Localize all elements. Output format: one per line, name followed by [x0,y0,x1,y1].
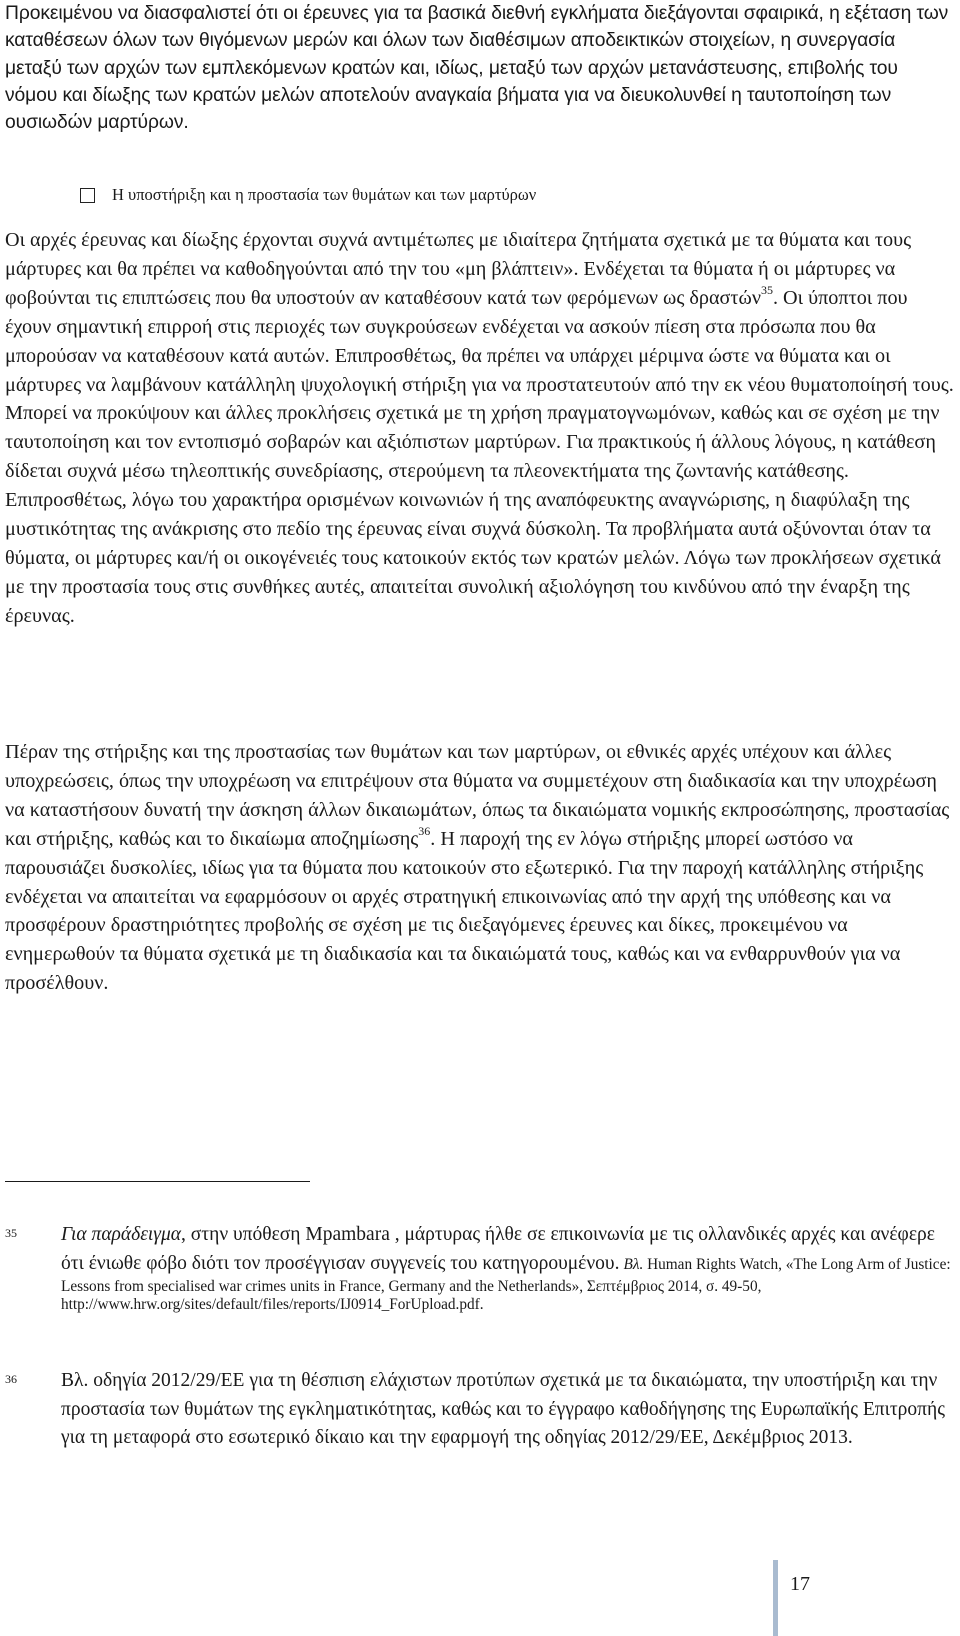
section-heading-text: Η υποστήριξη και η προστασία των θυμάτων και των μαρτύρων [112,185,537,204]
footnote-35 [61,1221,954,1314]
footnote-number-36: 36 [5,1372,17,1386]
section-heading [80,184,536,206]
page-number: 17 [790,1573,810,1595]
footnote-36-text: Βλ. οδηγία 2012/29/ΕΕ για τη θέσπιση ελάχιστων προτύπων σχετικά με τα δικαιώματα, την υποστήριξη και την προστασία των θυμάτων της εγκληματικότητας, καθώς και το έγγραφο καθοδήγησης της Ευρωπαϊκής Επιτροπής για τη μεταφορά στο εσωτερικό δίκαιο και την εφαρμογή της οδηγίας 2012/29/ΕΕ, Δεκέμβριος 2013. [61,1370,945,1448]
footnote-35-small-italic: Βλ. [623,1255,644,1273]
footnote-35-small-text: Human Rights Watch, «The Long Arm of Justice: Lessons from specialised war crimes units in France, Germany and the Netherlands», Σεπτέμβριος 2014, σ. 49-50, http://www.hrw.org/sites/default/files/reports/IJ0914_ForUpload.pdf. [61,1255,951,1313]
paragraph-1-part-2: . Οι ύποπτοι που έχουν σημαντική επιρροή στις περιοχές των συγκρούσεων ενδέχεται να ασκούν πίεση στα πρόσωπα που θα μπορούσαν να καταθέσουν κατά αυτών. Επιπροσθέτως, θα πρέπει να υπάρχει μέριμνα ώστε να θύματα και οι μάρτυρες να λαμβάνουν κατάλληλη ψυχολογική στήριξη για να προστατευτούν από την εκ νέου θυματοποίησή τους. Μπορεί να προκύψουν και άλλες προκλήσεις σχετικά με τη χρήση πραγματογνωμόνων, καθώς και σε σχέση με την ταυτοποίηση και τον εντοπισμό σοβαρών και αξιόπιστων μαρτύρων. Για πρακτικούς ή άλλους λόγους, η κατάθεση δίδεται συχνά μέσω τηλεοπτικής συνεδρίασης, στερούμενη τα πλεονεκτήματα της ζωντανής κατάθεσης. Επιπροσθέτως, λόγω του χαρακτήρα ορισμένων κοινωνιών ή της αναπόφευκτης αναγνώρισης, η διαφύλαξη της μυστικότητας της ανάκρισης στο πεδίο της έρευνας είναι συχνά δύσκολη. Τα προβλήματα αυτά οξύνονται όταν τα θύματα, οι μάρτυρες και/ή οι οικογένειές τους κατοικούν εκτός των κρατών μελών. Λόγω των προκλήσεων σχετικά με την προστασία τους στις συνθήκες αυτές, απαιτείται συνολική αξιολόγηση του κινδύνου από την έναρξη της έρευνας. [5,286,954,627]
body-paragraph-1 [5,226,955,631]
body-paragraph-2 [5,738,955,998]
footnote-35-text: , στην υπόθεση Mpambara , μάρτυρας ήλθε σε επικοινωνία με τις ολλανδικές αρχές και ανέφερε ότι ένιωθε φόβο διότι τον προσέγγισαν συγγενείς του κατηγορουμένου. [61,1224,935,1274]
paragraph-2-part-1: Πέραν της στήριξης και της προστασίας των θυμάτων και των μαρτύρων, οι εθνικές αρχές υπέχουν και άλλες υποχρεώσεις, όπως την υποχρέωση να επιτρέψουν στα θύματα να συμμετέχουν στη διαδικασία και την υποχρέωση να καταστήσουν δυνατή την άσκηση άλλων δικαιωμάτων, όπως τα δικαιώματα νομικής εκπροσώπησης, προστασίας και στήριξης, καθώς και το δικαίωμα αποζημίωσης [5,741,950,850]
footnote-35-italic-lead: Για παράδειγμα [61,1224,182,1245]
footnote-separator [5,1181,310,1182]
page-number-bar [773,1560,778,1636]
paragraph-2-part-2: . Η παροχή της εν λόγω στήριξης μπορεί ωστόσο να παρουσιάζει δυσκολίες, ιδίως για τα θύματα που κατοικούν στο εξωτερικό. Για την παροχή κατάλληλης στήριξης ενδέχεται να απαιτείται να εφαρμόσουν οι αρχές στρατηγική επικοινωνίας από την αρχή της υπόθεσης και να προσφέρουν δραστηριότητες προβολής σε σχέση με τις διεξαγόμενες έρευνες και δίκες, προκειμένου να ενημερωθούν τα θύματα σχετικά με τη διαδικασία και τα δικαιώματά τους, καθώς και να ενθαρρυνθούν για να προσέλθουν. [5,827,924,995]
paragraph-1-part-1: Οι αρχές έρευνας και δίωξης έρχονται συχνά αντιμέτωπες με ιδιαίτερα ζητήματα σχετικά με τα θύματα και τους μάρτυρες και θα πρέπει να καθοδηγούνται από την του «μη βλάπτειν». Ενδέχεται τα θύματα ή οι μάρτυρες να φοβούνται τις επιπτώσεις που θα υποστούν αν καταθέσουν κατά των φερόμενων ως δραστών [5,229,912,309]
footnote-ref-35[interactable]: 35 [760,283,773,298]
intro-paragraph: Προκειμένου να διασφαλιστεί ότι οι έρευνες για τα βασικά διεθνή εγκλήματα διεξάγονται σφαιρικά, η εξέταση των καταθέσεων όλων των θιγόμενων μερών και όλων των διαθέσιμων αποδεικτικών στοιχείων, η συνεργασία μεταξύ των αρχών των εμπλεκόμενων κρατών και, ιδίως, μεταξύ των αρχών μετανάστευσης, επιβολής του νόμου και δίωξης των κρατών μελών αποτελούν αναγκαία βήματα για να διευκολυνθεί η ταυτοποίηση των ουσιωδών μαρτύρων. [5,3,949,134]
footnote-ref-36[interactable]: 36 [418,823,431,838]
checkbox-bullet-icon [80,188,95,203]
footnote-number-35: 35 [5,1226,17,1240]
